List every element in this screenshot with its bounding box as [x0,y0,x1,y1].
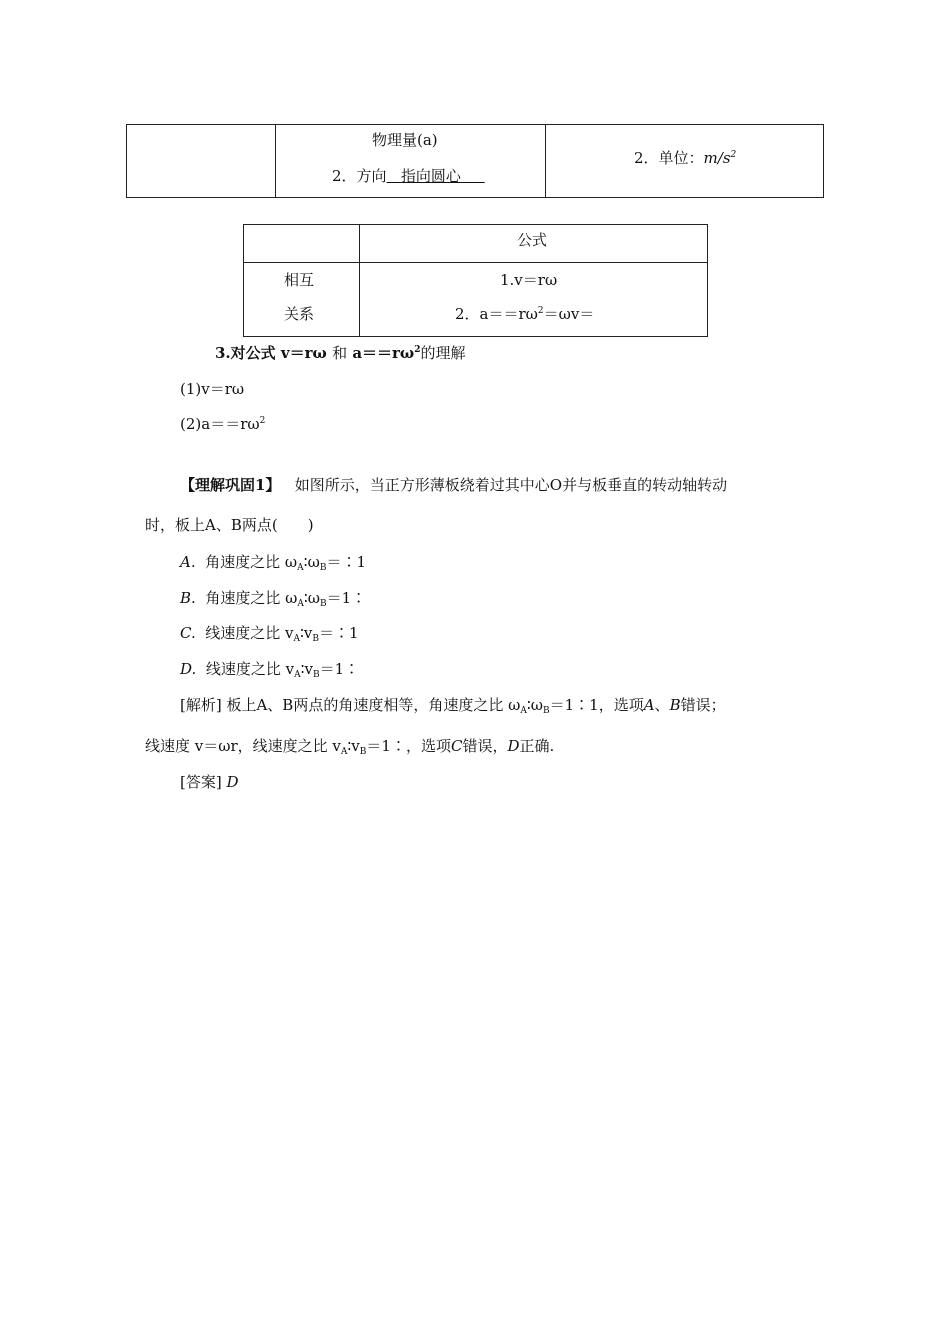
formula-2: 2．$a==r\omega^2=\omega v=$ [455,305,595,323]
exercise-question: 如图所示，当正方形薄板绕着过其中心O并与板垂直的转动轴转动 [294,476,728,494]
table-header-empty [244,225,360,263]
understanding-item-2: $(2)a==r\omega^2$ [180,415,266,433]
unit-value: m/s [703,149,731,167]
answer-value: D [226,773,239,791]
quantity-table [126,124,824,198]
analysis-line-1: [解析] 板上A、B两点的角速度相等，角速度之比 $\omega_A∶\omega_B=1∶1$，选项A、B错误； [180,696,726,716]
relation-label-cell [244,263,360,337]
option-a: A. 角速度之比 $\omega_A∶\omega_B=∶1$ [180,553,366,573]
direction-line [332,165,485,186]
table-cell-empty [127,125,276,198]
table-header-formula [360,225,708,263]
option-d: D. 线速度之比 $v_A∶v_B=1∶$ [180,660,360,680]
formula-1: 1.v＝rω [500,271,558,289]
exercise-line-1 [180,474,727,495]
table-cell-direction [276,125,546,198]
table-cell-unit [546,125,824,198]
relation-formula-cell [360,263,708,337]
exercise-tag: 【理解巩固1】 [180,476,281,494]
exercise-line-2: 时，板上A、B两点( ) [145,516,314,534]
direction-answer: 指向圆心 [400,167,461,185]
section-3-heading: 3.对公式 v＝rω 和 $a==r\omega^2$的理解 [215,344,466,362]
formula-header: 公式 [517,231,548,249]
physical-quantity-label: 物理量(a) [372,131,438,149]
relation-label-1: 相互 [284,271,315,289]
analysis-line-2: 线速度 v＝ωr，线速度之比 $v_A∶v_B=1∶$，选项C错误，D正确. [145,737,555,757]
formula-table [243,224,708,337]
option-b: B. 角速度之比 $\omega_A∶\omega_B=1∶$ [180,589,367,609]
option-c: C. 线速度之比 $v_A∶v_B=∶1$ [180,624,359,644]
answer-line: [答案] D [180,773,239,791]
understanding-item-1: (1)v＝rω [180,380,245,398]
direction-prefix: 2．方向 [332,167,387,185]
relation-label-2: 关系 [284,305,315,323]
unit-line: 2．单位：$m/s^2$ [634,149,737,167]
